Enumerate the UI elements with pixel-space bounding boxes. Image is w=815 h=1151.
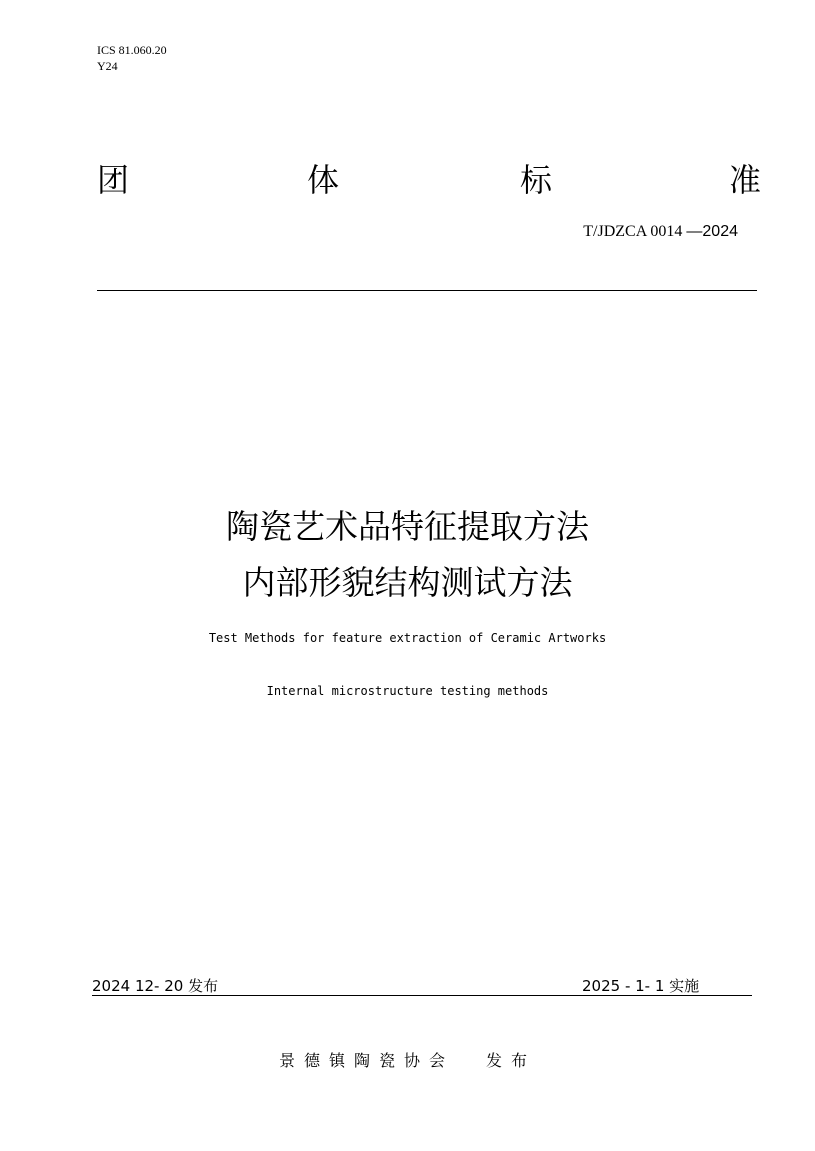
standard-type-char: 体 — [307, 161, 340, 199]
title-cn-line2: 内部形貌结构测试方法 — [242, 563, 573, 602]
publish-date: 2024 12- 20 发布 — [92, 977, 219, 995]
publisher-org: 景德镇陶瓷协会 — [278, 1051, 454, 1070]
header-divider — [97, 290, 757, 291]
ics-code: ICS 81.060.20 — [97, 43, 167, 57]
title-cn-line1: 陶瓷艺术品特征提取方法 — [226, 507, 589, 546]
standard-year: —2024 — [686, 223, 738, 240]
standard-type-char: 准 — [729, 161, 762, 199]
standard-type-heading — [97, 158, 761, 202]
standard-number — [583, 222, 738, 242]
classification-block — [97, 42, 167, 74]
publisher-action: 发布 — [486, 1051, 537, 1070]
implement-date: 2025 - 1- 1 实施 — [582, 977, 700, 995]
ccs-code: Y24 — [97, 59, 118, 73]
standard-type-char: 标 — [520, 161, 553, 199]
standard-code: T/JDZCA 0014 — [583, 223, 687, 240]
dates-row — [92, 976, 752, 996]
standard-type-char: 团 — [97, 161, 130, 199]
footer-divider — [92, 995, 752, 996]
title-en-line1: Test Methods for feature extraction of Ceramic Artworks — [208, 631, 607, 645]
title-en-line2: Internal microstructure testing methods — [266, 684, 549, 698]
publisher-line — [0, 1050, 815, 1072]
